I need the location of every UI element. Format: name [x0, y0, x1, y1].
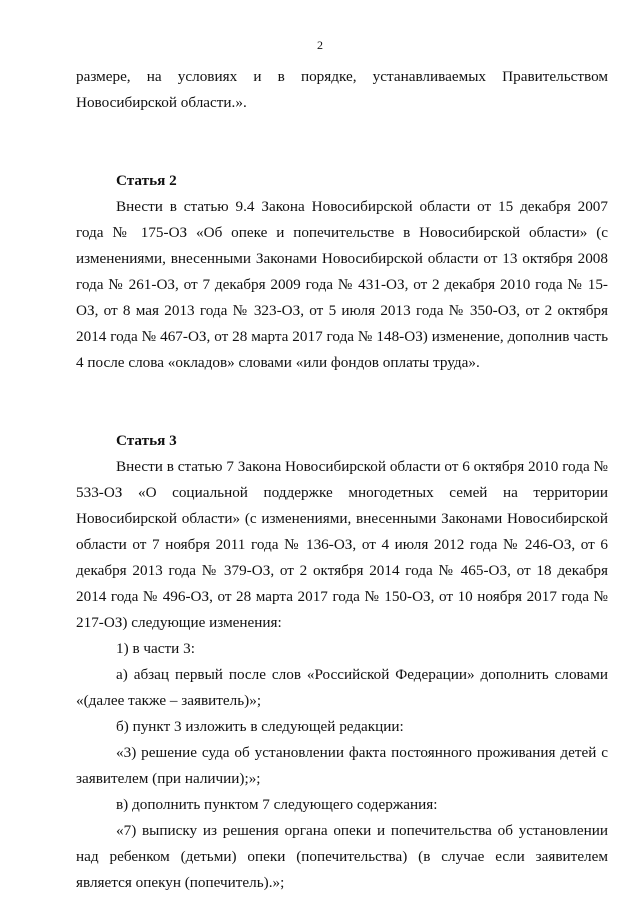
article-3-heading: Статья 3: [116, 432, 177, 449]
article-3-paragraph: Внести в статью 7 Закона Новосибирской области от 6 октября 2010 года № 533-ОЗ «О социальной поддержке многодетных семей на территории Новосибирской области» (с изменениями, внесенными Законами Новосибирской области от 7 ноября 2011 года № 136-ОЗ, от 4 июля 2012 года № 246-ОЗ, от 6 декабря 2013 года № 379-ОЗ, от 2 октября 2014 года № 465-ОЗ, от 18 декабря 2014 года № 496-ОЗ, от 28 марта 2017 года № 150-ОЗ, от 10 ноября 2017 года № 217-ОЗ) следующие изменения:: [76, 458, 608, 631]
article-2-heading: Статья 2: [116, 172, 177, 189]
article-3-item: б) пункт 3 изложить в следующей редакции:: [116, 718, 404, 735]
article-3-item: а) абзац первый после слов «Российской Федерации» дополнить словами «(далее также – заявитель)»;: [76, 666, 608, 709]
spacer: [76, 402, 608, 428]
document-body: [76, 64, 608, 896]
spacer: [76, 142, 608, 168]
page-number: 2: [317, 38, 323, 52]
spacer: [76, 376, 608, 402]
article-3-item: «7) выписку из решения органа опеки и попечительства об установлении над ребенком (детьми) опеки (попечительства) (в случае если заявителем является опекун (попечитель).»;: [76, 822, 608, 891]
intro-paragraph: размере, на условиях и в порядке, устанавливаемых Правительством Новосибирской области.».: [76, 68, 608, 111]
spacer: [76, 116, 608, 142]
article-3-item: 1) в части 3:: [116, 640, 195, 657]
article-2-paragraph: Внести в статью 9.4 Закона Новосибирской области от 15 декабря 2007 года № 175-ОЗ «Об опеке и попечительстве в Новосибирской области» (с изменениями, внесенными Законами Новосибирской области от 13 октября 2008 года № 261-ОЗ, от 7 декабря 2009 года № 431-ОЗ, от 2 декабря 2010 года № 15-ОЗ, от 8 мая 2013 года № 323-ОЗ, от 5 июля 2013 года № 350-ОЗ, от 2 октября 2014 года № 467-ОЗ, от 28 марта 2017 года № 148-ОЗ) изменение, дополнив часть 4 после слова «окладов» словами «или фондов оплаты труда».: [76, 198, 608, 371]
article-3-item: «3) решение суда об установлении факта постоянного проживания детей с заявителем (при наличии);»;: [76, 744, 608, 787]
article-3-item: в) дополнить пунктом 7 следующего содержания:: [116, 796, 438, 813]
